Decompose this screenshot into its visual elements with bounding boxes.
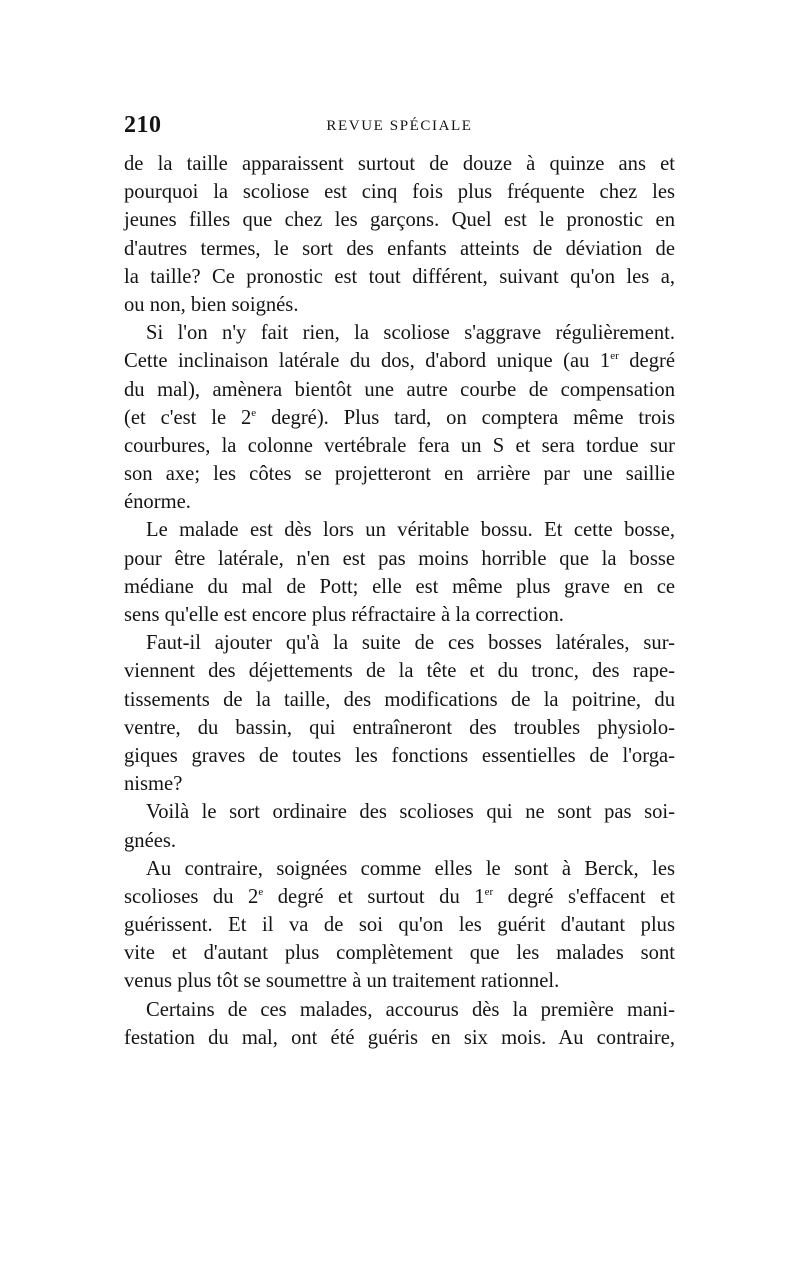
text-line: vite et d'autant plus complètement que les malades sont	[124, 942, 675, 965]
text-line: nisme?	[124, 773, 183, 796]
text-line: venus plus tôt se soumettre à un traitement rationnel.	[124, 970, 560, 993]
text-line: pour être latérale, n'en est pas moins horrible que la bosse	[124, 547, 675, 570]
text-line: guérissent. Et il va de soi qu'on les guérit d'autant plus	[124, 914, 675, 937]
page-number: 210	[124, 112, 162, 138]
paragraph	[124, 798, 675, 854]
text-line: (et c'est le 2e degré). Plus tard, on comptera même trois	[124, 406, 675, 429]
running-head: REVUE SPÉCIALE	[326, 118, 473, 134]
text-line: tissements de la taille, des modifications de la poitrine, du	[124, 688, 675, 711]
text-line: la taille? Ce pronostic est tout différent, suivant qu'on les a,	[124, 265, 675, 288]
paragraph	[124, 629, 675, 798]
page-header	[124, 112, 675, 142]
text-line: Cette inclinaison latérale du dos, d'abord unique (au 1er degré	[124, 350, 675, 373]
text-line: d'autres termes, le sort des enfants atteints de déviation de	[124, 237, 675, 260]
text-line: du mal), amènera bientôt une autre courbe de compensation	[124, 378, 675, 401]
text-line: festation du mal, ont été guéris en six mois. Au contraire,	[124, 1026, 675, 1049]
text-line: son axe; les côtes se projetteront en arrière par une saillie	[124, 463, 675, 486]
text-line: Si l'on n'y fait rien, la scoliose s'aggrave régulièrement.	[146, 322, 675, 345]
paragraph	[124, 996, 675, 1052]
body-text	[124, 150, 675, 1052]
paragraph	[124, 319, 675, 516]
text-line: Voilà le sort ordinaire des scolioses qui ne sont pas soi-	[146, 801, 675, 824]
paragraph	[124, 855, 675, 996]
text-line: ou non, bien soignés.	[124, 293, 299, 316]
text-line: viennent des déjettements de la tête et du tronc, des rape-	[124, 660, 675, 683]
paragraph	[124, 150, 675, 319]
text-line: jeunes filles que chez les garçons. Quel est le pronostic en	[124, 209, 675, 232]
text-line: Faut-il ajouter qu'à la suite de ces bosses latérales, sur-	[146, 632, 675, 655]
text-line: gnées.	[124, 829, 177, 852]
text-line: scolioses du 2e degré et surtout du 1er degré s'effacent et	[124, 885, 675, 908]
paragraph	[124, 516, 675, 629]
text-line: courbures, la colonne vertébrale fera un S et sera tordue sur	[124, 434, 675, 457]
text-line: giques graves de toutes les fonctions essentielles de l'orga-	[124, 744, 675, 767]
text-line: Certains de ces malades, accourus dès la première mani-	[146, 998, 675, 1021]
text-line: énorme.	[124, 491, 191, 514]
text-line: sens qu'elle est encore plus réfractaire à la correction.	[124, 604, 564, 626]
text-line: pourquoi la scoliose est cinq fois plus fréquente chez les	[124, 181, 675, 204]
text-line: Au contraire, soignées comme elles le sont à Berck, les	[146, 857, 675, 880]
text-line: médiane du mal de Pott; elle est même plus grave en ce	[124, 575, 675, 598]
text-line: de la taille apparaissent surtout de douze à quinze ans et	[124, 153, 675, 175]
text-line: Le malade est dès lors un véritable bossu. Et cette bosse,	[146, 519, 675, 542]
text-line: ventre, du bassin, qui entraîneront des troubles physiolo-	[124, 716, 675, 739]
